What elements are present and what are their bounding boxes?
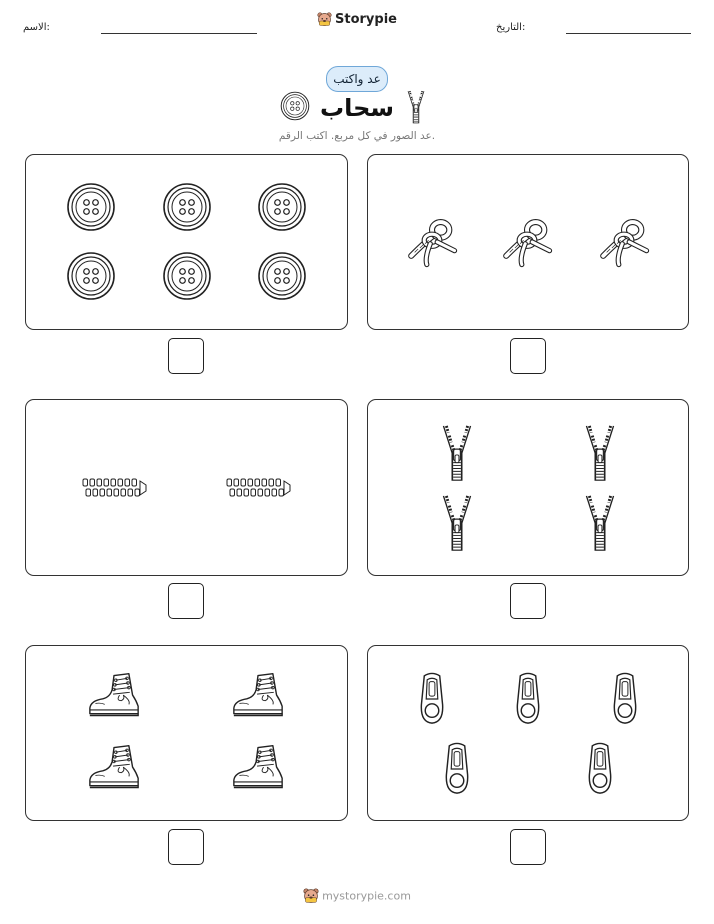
- zipper-teeth-icon: [82, 477, 148, 499]
- count-card-buttons: [25, 154, 348, 330]
- button-icon: [257, 251, 307, 301]
- count-card-zippers: [367, 399, 689, 576]
- knot-icon: [598, 213, 650, 271]
- button-icon: [162, 251, 212, 301]
- button-icon: [66, 182, 116, 232]
- date-line[interactable]: [566, 33, 691, 34]
- boot-icon: [88, 672, 140, 720]
- zipper-pull-icon: [417, 672, 447, 726]
- answer-box[interactable]: [510, 829, 546, 865]
- count-card-zipper-teeth: [25, 399, 348, 576]
- knot-icon: [501, 213, 553, 271]
- count-card-zipper-pulls: [367, 645, 689, 821]
- zipper-icon: [405, 90, 427, 124]
- answer-box[interactable]: [168, 583, 204, 619]
- date-label: التاريخ:: [496, 22, 526, 33]
- answer-box[interactable]: [510, 338, 546, 374]
- footer: [0, 888, 714, 904]
- boot-icon: [232, 744, 284, 792]
- answer-box[interactable]: [168, 338, 204, 374]
- zipper-teeth-icon: [226, 477, 292, 499]
- button-icon: [162, 182, 212, 232]
- zipper-icon: [583, 424, 617, 482]
- brand-name: Storypie: [335, 12, 397, 27]
- brand-logo: [0, 12, 714, 27]
- button-icon: [66, 251, 116, 301]
- button-icon: [257, 182, 307, 232]
- zipper-pull-icon: [513, 672, 543, 726]
- bear-icon: [317, 12, 332, 27]
- name-label: الاسم:: [23, 22, 50, 33]
- zipper-pull-icon: [610, 672, 640, 726]
- boot-icon: [88, 744, 140, 792]
- answer-box[interactable]: [168, 829, 204, 865]
- zipper-pull-icon: [442, 742, 472, 796]
- boot-icon: [232, 672, 284, 720]
- knot-icon: [406, 213, 458, 271]
- bear-icon: [303, 888, 319, 904]
- activity-badge: عد واكتب: [326, 66, 388, 92]
- zipper-icon: [440, 494, 474, 552]
- count-card-knots: [367, 154, 689, 330]
- answer-box[interactable]: [510, 583, 546, 619]
- footer-url[interactable]: mystorypie.com: [322, 889, 411, 903]
- button-icon: [280, 91, 310, 121]
- name-line[interactable]: [101, 33, 257, 34]
- instruction-text: عد الصور في كل مربع. اكتب الرقم.: [278, 130, 436, 142]
- zipper-icon: [440, 424, 474, 482]
- count-card-boots: [25, 645, 348, 821]
- worksheet-title: سحاب: [320, 94, 395, 122]
- zipper-icon: [583, 494, 617, 552]
- zipper-pull-icon: [585, 742, 615, 796]
